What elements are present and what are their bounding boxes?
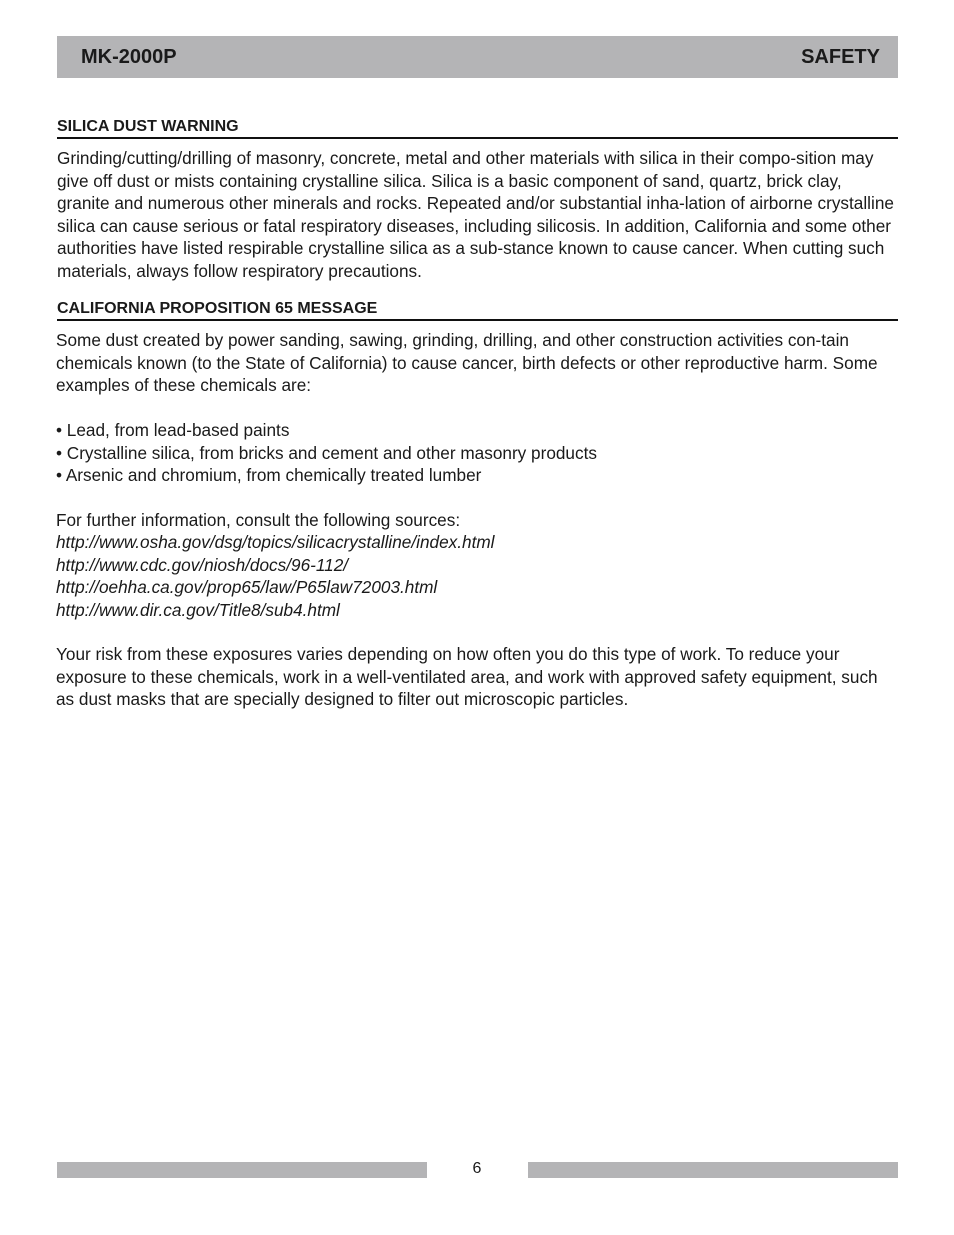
silica-heading: SILICA DUST WARNING (57, 117, 898, 139)
footer-bar-right (528, 1162, 898, 1178)
silica-body: Grinding/cutting/drilling of masonry, concrete, metal and other materials with silica in their compo-sition may give off dust or mists containing crystalline silica. Silica is a basic component of sand, quartz, brick clay, granite and numerous other minerals and rocks. Repeated and/or substantial inha-lation of airborne crystalline silica can cause serious or fatal respiratory diseases, including silicosis. In addition, California and some other authorities have listed respirable crystalline silica as a sub-stance known to cause cancer. When cutting such materials, always follow respiratory precautions. (57, 148, 894, 281)
source-link[interactable]: http://oehha.ca.gov/prop65/law/P65law72003.html (56, 577, 438, 597)
model-name: MK-2000P (81, 45, 177, 68)
section-title: SAFETY (801, 45, 880, 68)
list-item: • Arsenic and chromium, from chemically treated lumber (56, 465, 482, 485)
source-link[interactable]: http://www.cdc.gov/niosh/docs/96-112/ (56, 554, 349, 575)
list-item: • Crystalline silica, from bricks and cement and other masonry products (56, 442, 597, 463)
source-link[interactable]: http://www.dir.ca.gov/Title8/sub4.html (56, 599, 340, 620)
chemical-list (56, 419, 896, 487)
sources-intro: For further information, consult the following sources: (56, 510, 461, 530)
page-header-bar (57, 36, 898, 78)
footer-bar-left (57, 1162, 427, 1178)
prop65-heading: CALIFORNIA PROPOSITION 65 MESSAGE (57, 299, 898, 321)
sources-list (56, 531, 896, 621)
risk-paragraph: Your risk from these exposures varies depending on how often you do this type of work. To reduce your exposure to these chemicals, work in a well-ventilated area, and work with approved safety equipment, such as dust masks that are specially designed to filter out microscopic particles. (56, 644, 878, 709)
list-item: • Lead, from lead-based paints (56, 420, 290, 440)
source-link[interactable]: http://www.osha.gov/dsg/topics/silicacrystalline/index.html (56, 532, 495, 552)
prop65-intro: Some dust created by power sanding, sawing, grinding, drilling, and other construction activities con-tain chemicals known (to the State of California) to cause cancer, birth defects or other reproductive harm. Some examples of these chemicals are: (56, 330, 878, 395)
page-number: 6 (472, 1160, 482, 1177)
